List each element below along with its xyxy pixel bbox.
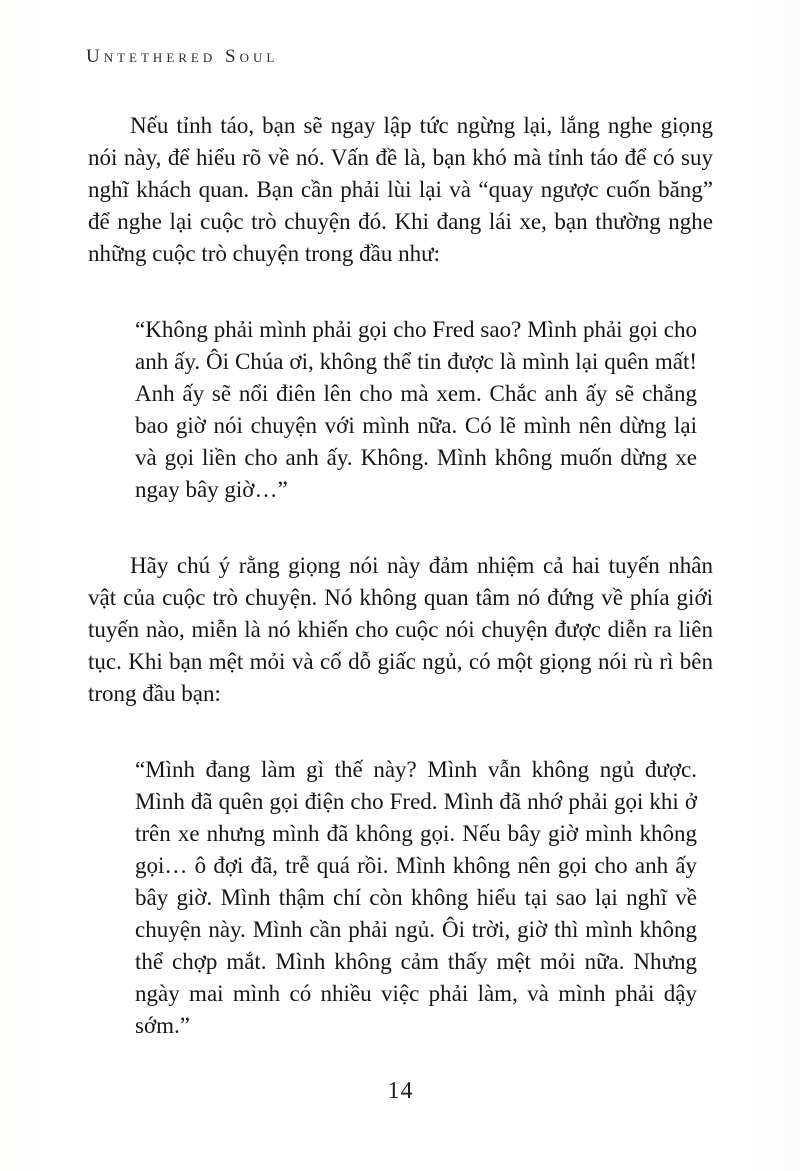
body-paragraph: Nếu tỉnh táo, bạn sẽ ngay lập tức ngừng lại, lắng nghe giọng nói này, để hiểu rõ về nó. Vấn đề là, bạn khó mà tỉnh táo để có suy nghĩ khách quan. Bạn cần phải lùi lại và “quay ngược cuốn băng” để nghe lại cuộc trò chuyện đó. Khi đang lái xe, bạn thường nghe những cuộc trò chuyện trong đầu như: — [88, 113, 713, 266]
quote-paragraph: “Không phải mình phải gọi cho Fred sao? Mình phải gọi cho anh ấy. Ôi Chúa ơi, không thể tin được là mình lại quên mất! Anh ấy sẽ nổi điên lên cho mà xem. Chắc anh ấy sẽ chẳng bao giờ nói chuyện với mình nữa. Có lẽ mình nên dừng lại và gọi liền cho anh ấy. Không. Mình không muốn dừng xe ngay bây giờ…” — [135, 317, 697, 502]
quote-paragraph: “Mình đang làm gì thế này? Mình vẫn không ngủ được. Mình đã quên gọi điện cho Fred. Mình đã nhớ phải gọi khi ở trên xe nhưng mình đã không gọi. Nếu bây giờ mình không gọi… ô đợi đã, trễ quá rồi. Mình không nên gọi cho anh ấy bây giờ. Mình thậm chí còn không hiểu tại sao lại nghĩ về chuyện này. Mình cần phải ngủ. Ôi trời, giờ thì mình không thể chợp mắt. Mình không cảm thấy mệt mỏi nữa. Nhưng ngày mai mình có nhiều việc phải làm, và mình phải dậy sớm.” — [135, 757, 697, 1038]
body-paragraph: Hãy chú ý rằng giọng nói này đảm nhiệm cả hai tuyến nhân vật của cuộc trò chuyện. Nó không quan tâm nó đứng về phía giới tuyến nào, miễn là nó khiến cho cuộc nói chuyện được diễn ra liên tục. Khi bạn mệt mỏi và cố dỗ giấc ngủ, có một giọng nói rù rì bên trong đầu bạn: — [88, 553, 713, 706]
running-header: Untethered Soul — [86, 46, 279, 67]
page-number: 14 — [387, 1078, 414, 1104]
